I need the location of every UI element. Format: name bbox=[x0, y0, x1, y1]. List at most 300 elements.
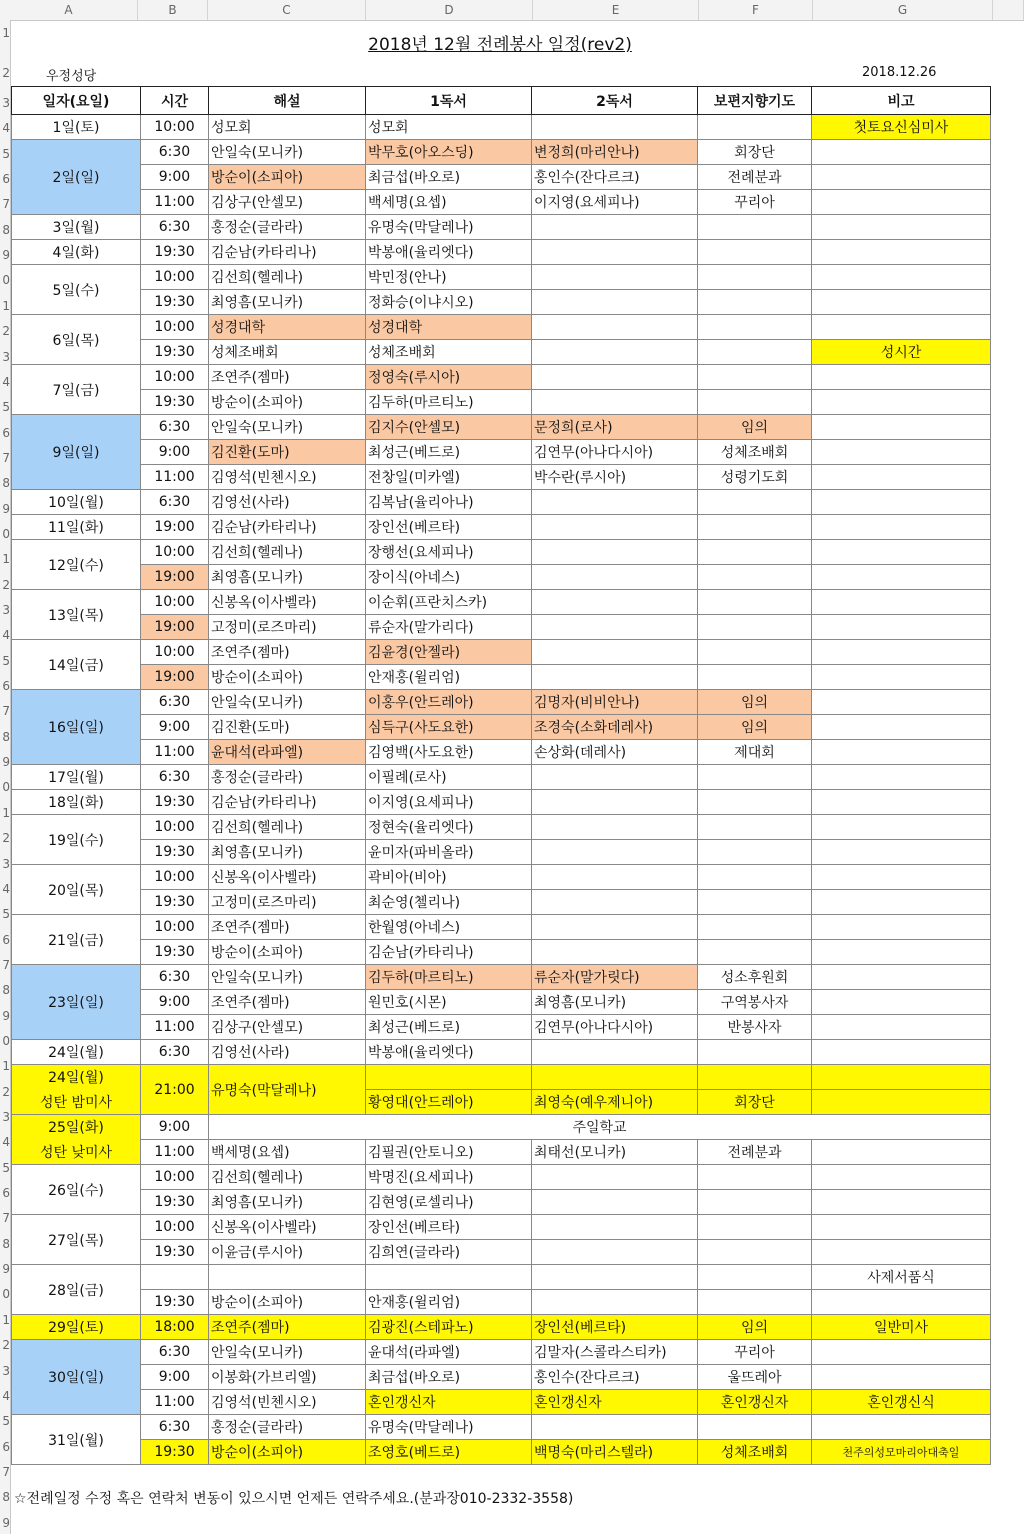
time-cell[interactable]: 6:30 bbox=[141, 490, 209, 515]
date-cell[interactable]: 4일(화) bbox=[12, 240, 141, 265]
commentary-cell[interactable]: 조연주(젬마) bbox=[209, 915, 366, 940]
notes-cell[interactable] bbox=[812, 1090, 991, 1115]
notes-cell[interactable] bbox=[812, 940, 991, 965]
date-cell[interactable]: 21일(금) bbox=[12, 915, 141, 965]
row-header[interactable] bbox=[0, 603, 10, 617]
sunday-school-cell[interactable]: 주일학교 bbox=[209, 1115, 991, 1140]
prayers-cell[interactable]: 꾸리아 bbox=[698, 1340, 812, 1365]
first-reading-cell[interactable]: 이홍우(안드레아) bbox=[366, 690, 532, 715]
first-reading-cell[interactable]: 정영숙(루시아) bbox=[366, 365, 532, 390]
column-header[interactable]: B bbox=[138, 0, 208, 20]
time-cell[interactable]: 19:30 bbox=[141, 1240, 209, 1265]
time-cell[interactable]: 6:30 bbox=[141, 1040, 209, 1065]
notes-cell[interactable] bbox=[812, 1015, 991, 1040]
second-reading-cell[interactable] bbox=[532, 515, 698, 540]
time-cell[interactable] bbox=[141, 1265, 209, 1290]
date-cell[interactable]: 12일(수) bbox=[12, 540, 141, 590]
first-reading-cell[interactable]: 장행선(요세피나) bbox=[366, 540, 532, 565]
time-cell[interactable]: 11:00 bbox=[141, 740, 209, 765]
row-header[interactable] bbox=[0, 1465, 10, 1479]
row-header[interactable] bbox=[0, 223, 10, 237]
notes-cell[interactable] bbox=[812, 1040, 991, 1065]
first-reading-cell[interactable]: 박명진(요세피나) bbox=[366, 1165, 532, 1190]
commentary-cell[interactable]: 조연주(젬마) bbox=[209, 640, 366, 665]
time-cell[interactable]: 10:00 bbox=[141, 365, 209, 390]
prayers-cell[interactable] bbox=[698, 915, 812, 940]
row-header[interactable] bbox=[0, 375, 10, 389]
row-header[interactable] bbox=[0, 1364, 10, 1378]
column-header[interactable]: A bbox=[0, 0, 138, 20]
commentary-cell[interactable]: 신봉옥(이사벨라) bbox=[209, 1215, 366, 1240]
first-reading-cell[interactable]: 전창일(미카엘) bbox=[366, 465, 532, 490]
first-reading-cell[interactable]: 박봉애(율리엣다) bbox=[366, 1040, 532, 1065]
notes-cell[interactable]: 사제서품식 bbox=[812, 1265, 991, 1290]
time-cell[interactable]: 6:30 bbox=[141, 1340, 209, 1365]
notes-cell[interactable] bbox=[812, 1140, 991, 1165]
second-reading-cell[interactable] bbox=[532, 890, 698, 915]
commentary-cell[interactable]: 유명숙(막달레나) bbox=[209, 1065, 366, 1115]
commentary-cell[interactable]: 이봉화(가브리엘) bbox=[209, 1365, 366, 1390]
prayers-cell[interactable] bbox=[698, 590, 812, 615]
commentary-cell[interactable]: 홍정순(글라라) bbox=[209, 1415, 366, 1440]
date-cell[interactable]: 30일(일) bbox=[12, 1340, 141, 1415]
row-header[interactable] bbox=[0, 882, 10, 896]
date-cell[interactable]: 11일(화) bbox=[12, 515, 141, 540]
second-reading-cell[interactable] bbox=[532, 315, 698, 340]
time-cell[interactable]: 10:00 bbox=[141, 1215, 209, 1240]
notes-cell[interactable] bbox=[812, 665, 991, 690]
time-cell[interactable]: 9:00 bbox=[141, 1365, 209, 1390]
second-reading-cell[interactable] bbox=[532, 240, 698, 265]
first-reading-cell[interactable] bbox=[366, 1065, 532, 1090]
row-header[interactable] bbox=[0, 96, 10, 110]
notes-cell[interactable] bbox=[812, 690, 991, 715]
row-header[interactable] bbox=[0, 983, 10, 997]
row-header[interactable] bbox=[0, 1186, 10, 1200]
prayers-cell[interactable] bbox=[698, 1040, 812, 1065]
notes-cell[interactable] bbox=[812, 290, 991, 315]
prayers-cell[interactable] bbox=[698, 1415, 812, 1440]
first-reading-cell[interactable]: 박민정(안나) bbox=[366, 265, 532, 290]
first-reading-cell[interactable]: 윤미자(파비올라) bbox=[366, 840, 532, 865]
prayers-cell[interactable] bbox=[698, 940, 812, 965]
first-reading-cell[interactable]: 김희연(글라라) bbox=[366, 1240, 532, 1265]
date-cell[interactable]: 18일(화) bbox=[12, 790, 141, 815]
second-reading-cell[interactable] bbox=[532, 290, 698, 315]
second-reading-cell[interactable] bbox=[532, 1040, 698, 1065]
commentary-cell[interactable]: 고정미(로즈마리) bbox=[209, 890, 366, 915]
time-cell[interactable]: 19:30 bbox=[141, 240, 209, 265]
second-reading-cell[interactable] bbox=[532, 1215, 698, 1240]
notes-cell[interactable] bbox=[812, 590, 991, 615]
second-reading-cell[interactable] bbox=[532, 940, 698, 965]
second-reading-cell[interactable] bbox=[532, 1265, 698, 1290]
commentary-cell[interactable]: 방순이(소피아) bbox=[209, 165, 366, 190]
commentary-cell[interactable]: 김선희(헬레나) bbox=[209, 540, 366, 565]
first-reading-cell[interactable]: 유명숙(막달레나) bbox=[366, 215, 532, 240]
notes-cell[interactable] bbox=[812, 240, 991, 265]
time-cell[interactable]: 9:00 bbox=[141, 165, 209, 190]
notes-cell[interactable]: 일반미사 bbox=[812, 1315, 991, 1340]
first-reading-cell[interactable]: 김광진(스테파노) bbox=[366, 1315, 532, 1340]
time-cell[interactable]: 9:00 bbox=[141, 440, 209, 465]
commentary-cell[interactable]: 김선희(헬레나) bbox=[209, 1165, 366, 1190]
first-reading-cell[interactable]: 박봉애(율리엣다) bbox=[366, 240, 532, 265]
second-reading-cell[interactable] bbox=[532, 790, 698, 815]
notes-cell[interactable] bbox=[812, 465, 991, 490]
first-reading-cell[interactable]: 최금섭(바오로) bbox=[366, 1365, 532, 1390]
notes-cell[interactable] bbox=[812, 390, 991, 415]
time-cell[interactable]: 19:00 bbox=[141, 665, 209, 690]
notes-cell[interactable] bbox=[812, 315, 991, 340]
commentary-cell[interactable]: 조연주(젬마) bbox=[209, 990, 366, 1015]
row-header[interactable] bbox=[0, 1516, 10, 1530]
commentary-cell[interactable]: 안일숙(모니카) bbox=[209, 140, 366, 165]
row-header[interactable] bbox=[0, 1135, 10, 1149]
commentary-cell[interactable]: 김영석(빈첸시오) bbox=[209, 1390, 366, 1415]
prayers-cell[interactable] bbox=[698, 665, 812, 690]
time-cell[interactable]: 10:00 bbox=[141, 815, 209, 840]
date-cell[interactable]: 31일(월) bbox=[12, 1415, 141, 1465]
commentary-cell[interactable]: 김순남(카타리나) bbox=[209, 240, 366, 265]
column-header[interactable]: G bbox=[813, 0, 993, 20]
commentary-cell[interactable]: 방순이(소피아) bbox=[209, 1440, 366, 1465]
notes-cell[interactable] bbox=[812, 265, 991, 290]
time-cell[interactable]: 6:30 bbox=[141, 1415, 209, 1440]
prayers-cell[interactable] bbox=[698, 840, 812, 865]
notes-cell[interactable] bbox=[812, 815, 991, 840]
notes-cell[interactable] bbox=[812, 790, 991, 815]
prayers-cell[interactable] bbox=[698, 365, 812, 390]
time-cell[interactable]: 9:00 bbox=[141, 990, 209, 1015]
date-cell[interactable]: 성탄 밤미사 bbox=[12, 1090, 141, 1115]
commentary-cell[interactable]: 조연주(젬마) bbox=[209, 365, 366, 390]
notes-cell[interactable] bbox=[812, 1290, 991, 1315]
prayers-cell[interactable]: 임의 bbox=[698, 715, 812, 740]
second-reading-cell[interactable] bbox=[532, 215, 698, 240]
second-reading-cell[interactable] bbox=[532, 115, 698, 140]
first-reading-cell[interactable]: 류순자(말가리다) bbox=[366, 615, 532, 640]
row-header[interactable] bbox=[0, 66, 10, 80]
prayers-cell[interactable] bbox=[698, 315, 812, 340]
first-reading-cell[interactable]: 박무호(아오스딩) bbox=[366, 140, 532, 165]
first-reading-cell[interactable]: 최성근(베드로) bbox=[366, 1015, 532, 1040]
time-cell[interactable]: 11:00 bbox=[141, 465, 209, 490]
second-reading-cell[interactable] bbox=[532, 540, 698, 565]
prayers-cell[interactable]: 회장단 bbox=[698, 1090, 812, 1115]
time-cell[interactable]: 18:00 bbox=[141, 1315, 209, 1340]
time-cell[interactable]: 6:30 bbox=[141, 765, 209, 790]
first-reading-cell[interactable]: 안재홍(윌리엄) bbox=[366, 1290, 532, 1315]
column-header[interactable]: D bbox=[366, 0, 533, 20]
prayers-cell[interactable]: 구역봉사자 bbox=[698, 990, 812, 1015]
notes-cell[interactable] bbox=[812, 865, 991, 890]
commentary-cell[interactable]: 백세명(요셉) bbox=[209, 1140, 366, 1165]
second-reading-cell[interactable]: 김연무(아나다시아) bbox=[532, 440, 698, 465]
notes-cell[interactable] bbox=[812, 440, 991, 465]
first-reading-cell[interactable]: 백세명(요셉) bbox=[366, 190, 532, 215]
time-cell[interactable]: 19:30 bbox=[141, 790, 209, 815]
second-reading-cell[interactable] bbox=[532, 590, 698, 615]
commentary-cell[interactable]: 최영흠(모니카) bbox=[209, 840, 366, 865]
commentary-cell[interactable]: 방순이(소피아) bbox=[209, 390, 366, 415]
commentary-cell[interactable]: 김상구(안셀모) bbox=[209, 1015, 366, 1040]
row-header[interactable] bbox=[0, 1313, 10, 1327]
prayers-cell[interactable] bbox=[698, 615, 812, 640]
prayers-cell[interactable] bbox=[698, 240, 812, 265]
first-reading-cell[interactable]: 이지영(요세피나) bbox=[366, 790, 532, 815]
row-header[interactable] bbox=[0, 1237, 10, 1251]
commentary-cell[interactable]: 이윤금(루시아) bbox=[209, 1240, 366, 1265]
row-header[interactable] bbox=[0, 958, 10, 972]
first-reading-cell[interactable]: 김지수(안셀모) bbox=[366, 415, 532, 440]
row-header[interactable] bbox=[0, 1440, 10, 1454]
row-header[interactable] bbox=[0, 350, 10, 364]
second-reading-cell[interactable] bbox=[532, 840, 698, 865]
date-cell[interactable]: 2일(일) bbox=[12, 140, 141, 215]
first-reading-cell[interactable]: 황영대(안드레아) bbox=[366, 1090, 532, 1115]
time-cell[interactable]: 19:30 bbox=[141, 390, 209, 415]
prayers-cell[interactable] bbox=[698, 790, 812, 815]
prayers-cell[interactable] bbox=[698, 265, 812, 290]
row-header[interactable] bbox=[0, 147, 10, 161]
row-header[interactable] bbox=[0, 1161, 10, 1175]
row-header[interactable] bbox=[0, 400, 10, 414]
notes-cell[interactable]: 혼인갱신식 bbox=[812, 1390, 991, 1415]
second-reading-cell[interactable] bbox=[532, 1290, 698, 1315]
notes-cell[interactable] bbox=[812, 965, 991, 990]
second-reading-cell[interactable] bbox=[532, 915, 698, 940]
first-reading-cell[interactable]: 조영호(베드로) bbox=[366, 1440, 532, 1465]
row-header[interactable] bbox=[0, 578, 10, 592]
date-cell[interactable]: 9일(일) bbox=[12, 415, 141, 490]
prayers-cell[interactable] bbox=[698, 1215, 812, 1240]
first-reading-cell[interactable]: 성모회 bbox=[366, 115, 532, 140]
prayers-cell[interactable] bbox=[698, 490, 812, 515]
first-reading-cell[interactable]: 윤대석(라파엘) bbox=[366, 1340, 532, 1365]
first-reading-cell[interactable]: 최금섭(바오로) bbox=[366, 165, 532, 190]
prayers-cell[interactable] bbox=[698, 540, 812, 565]
commentary-cell[interactable]: 방순이(소피아) bbox=[209, 665, 366, 690]
first-reading-cell[interactable]: 최순영(첼리나) bbox=[366, 890, 532, 915]
commentary-cell[interactable]: 홍정순(글라라) bbox=[209, 215, 366, 240]
prayers-cell[interactable] bbox=[698, 565, 812, 590]
notes-cell[interactable] bbox=[812, 1190, 991, 1215]
prayers-cell[interactable] bbox=[698, 340, 812, 365]
column-header[interactable]: E bbox=[533, 0, 699, 20]
notes-cell[interactable] bbox=[812, 140, 991, 165]
date-cell[interactable]: 5일(수) bbox=[12, 265, 141, 315]
time-cell[interactable]: 10:00 bbox=[141, 915, 209, 940]
prayers-cell[interactable]: 회장단 bbox=[698, 140, 812, 165]
time-cell[interactable]: 10:00 bbox=[141, 865, 209, 890]
second-reading-cell[interactable]: 혼인갱신자 bbox=[532, 1390, 698, 1415]
row-header[interactable] bbox=[0, 451, 10, 465]
notes-cell[interactable] bbox=[812, 540, 991, 565]
row-header[interactable] bbox=[0, 1490, 10, 1504]
prayers-cell[interactable] bbox=[698, 765, 812, 790]
notes-cell[interactable] bbox=[812, 1340, 991, 1365]
time-cell[interactable]: 6:30 bbox=[141, 965, 209, 990]
row-header[interactable] bbox=[0, 248, 10, 262]
second-reading-cell[interactable] bbox=[532, 365, 698, 390]
commentary-cell[interactable]: 신봉옥(이사벨라) bbox=[209, 590, 366, 615]
first-reading-cell[interactable]: 김윤경(안젤라) bbox=[366, 640, 532, 665]
prayers-cell[interactable]: 성체조배회 bbox=[698, 440, 812, 465]
prayers-cell[interactable] bbox=[698, 115, 812, 140]
notes-cell[interactable] bbox=[812, 990, 991, 1015]
first-reading-cell[interactable]: 정현숙(율리엣다) bbox=[366, 815, 532, 840]
date-cell[interactable]: 1일(토) bbox=[12, 115, 141, 140]
second-reading-cell[interactable]: 김말자(스콜라스티카) bbox=[532, 1340, 698, 1365]
notes-cell[interactable] bbox=[812, 490, 991, 515]
first-reading-cell[interactable]: 김필권(안토니오) bbox=[366, 1140, 532, 1165]
time-cell[interactable]: 10:00 bbox=[141, 590, 209, 615]
row-header[interactable] bbox=[0, 197, 10, 211]
notes-cell[interactable] bbox=[812, 365, 991, 390]
time-cell[interactable]: 10:00 bbox=[141, 265, 209, 290]
first-reading-cell[interactable]: 장인선(베르타) bbox=[366, 1215, 532, 1240]
date-cell[interactable]: 7일(금) bbox=[12, 365, 141, 415]
notes-cell[interactable] bbox=[812, 1365, 991, 1390]
notes-cell[interactable] bbox=[812, 1165, 991, 1190]
second-reading-cell[interactable] bbox=[532, 390, 698, 415]
time-cell[interactable]: 19:30 bbox=[141, 340, 209, 365]
commentary-cell[interactable]: 김영석(빈첸시오) bbox=[209, 465, 366, 490]
row-header[interactable] bbox=[0, 806, 10, 820]
prayers-cell[interactable]: 혼인갱신자 bbox=[698, 1390, 812, 1415]
notes-cell[interactable] bbox=[812, 1215, 991, 1240]
row-header[interactable] bbox=[0, 1085, 10, 1099]
first-reading-cell[interactable]: 한월영(아네스) bbox=[366, 915, 532, 940]
second-reading-cell[interactable]: 백명숙(마리스텔라) bbox=[532, 1440, 698, 1465]
second-reading-cell[interactable]: 최영흠(모니카) bbox=[532, 990, 698, 1015]
notes-cell[interactable] bbox=[812, 1065, 991, 1090]
second-reading-cell[interactable]: 변정희(마리안나) bbox=[532, 140, 698, 165]
row-header[interactable] bbox=[0, 1110, 10, 1124]
date-cell[interactable]: 26일(수) bbox=[12, 1165, 141, 1215]
time-cell[interactable]: 19:30 bbox=[141, 890, 209, 915]
prayers-cell[interactable]: 성소후원회 bbox=[698, 965, 812, 990]
second-reading-cell[interactable]: 홍인수(잔다르크) bbox=[532, 1365, 698, 1390]
time-cell[interactable]: 10:00 bbox=[141, 1165, 209, 1190]
prayers-cell[interactable]: 성령기도회 bbox=[698, 465, 812, 490]
row-header[interactable] bbox=[0, 907, 10, 921]
first-reading-cell[interactable]: 장인선(베르타) bbox=[366, 515, 532, 540]
commentary-cell[interactable]: 안일숙(모니카) bbox=[209, 965, 366, 990]
first-reading-cell[interactable]: 심득구(사도요한) bbox=[366, 715, 532, 740]
second-reading-cell[interactable]: 손상화(데레사) bbox=[532, 740, 698, 765]
first-reading-cell[interactable] bbox=[366, 1265, 532, 1290]
notes-cell[interactable] bbox=[812, 1415, 991, 1440]
row-header[interactable] bbox=[0, 476, 10, 490]
second-reading-cell[interactable]: 조경숙(소화데레사) bbox=[532, 715, 698, 740]
row-header[interactable] bbox=[0, 299, 10, 313]
commentary-cell[interactable]: 최영흠(모니카) bbox=[209, 565, 366, 590]
first-reading-cell[interactable]: 성체조배회 bbox=[366, 340, 532, 365]
notes-cell[interactable] bbox=[812, 215, 991, 240]
time-cell[interactable]: 9:00 bbox=[141, 1115, 209, 1140]
prayers-cell[interactable]: 임의 bbox=[698, 690, 812, 715]
second-reading-cell[interactable] bbox=[532, 665, 698, 690]
date-cell[interactable]: 16일(일) bbox=[12, 690, 141, 765]
notes-cell[interactable] bbox=[812, 765, 991, 790]
second-reading-cell[interactable]: 홍인수(잔다르크) bbox=[532, 165, 698, 190]
row-header[interactable] bbox=[0, 324, 10, 338]
time-cell[interactable]: 19:30 bbox=[141, 1290, 209, 1315]
first-reading-cell[interactable]: 김영백(사도요한) bbox=[366, 740, 532, 765]
second-reading-cell[interactable]: 최영숙(예우제니아) bbox=[532, 1090, 698, 1115]
time-cell[interactable]: 19:30 bbox=[141, 290, 209, 315]
column-header[interactable]: F bbox=[699, 0, 813, 20]
second-reading-cell[interactable]: 박수란(루시아) bbox=[532, 465, 698, 490]
date-cell[interactable]: 성탄 낮미사 bbox=[12, 1140, 141, 1165]
row-header[interactable] bbox=[0, 1009, 10, 1023]
time-cell[interactable]: 19:00 bbox=[141, 515, 209, 540]
commentary-cell[interactable]: 김선희(헬레나) bbox=[209, 265, 366, 290]
second-reading-cell[interactable] bbox=[532, 640, 698, 665]
notes-cell[interactable] bbox=[812, 740, 991, 765]
row-header[interactable] bbox=[0, 527, 10, 541]
prayers-cell[interactable] bbox=[698, 1290, 812, 1315]
prayers-cell[interactable] bbox=[698, 890, 812, 915]
date-cell[interactable]: 19일(수) bbox=[12, 815, 141, 865]
date-cell[interactable]: 13일(목) bbox=[12, 590, 141, 640]
first-reading-cell[interactable]: 김현영(로셀리나) bbox=[366, 1190, 532, 1215]
commentary-cell[interactable]: 방순이(소피아) bbox=[209, 1290, 366, 1315]
second-reading-cell[interactable] bbox=[532, 565, 698, 590]
first-reading-cell[interactable]: 정화승(이냐시오) bbox=[366, 290, 532, 315]
notes-cell[interactable] bbox=[812, 840, 991, 865]
notes-cell[interactable] bbox=[812, 640, 991, 665]
row-header[interactable] bbox=[0, 1262, 10, 1276]
second-reading-cell[interactable] bbox=[532, 490, 698, 515]
row-header[interactable] bbox=[0, 1389, 10, 1403]
prayers-cell[interactable] bbox=[698, 1065, 812, 1090]
notes-cell[interactable] bbox=[812, 190, 991, 215]
date-cell[interactable]: 29일(토) bbox=[12, 1315, 141, 1340]
prayers-cell[interactable] bbox=[698, 640, 812, 665]
first-reading-cell[interactable]: 원민호(시몬) bbox=[366, 990, 532, 1015]
time-cell[interactable]: 19:00 bbox=[141, 615, 209, 640]
notes-cell[interactable]: 첫토요신심미사 bbox=[812, 115, 991, 140]
first-reading-cell[interactable]: 유명숙(막달레나) bbox=[366, 1415, 532, 1440]
second-reading-cell[interactable] bbox=[532, 865, 698, 890]
second-reading-cell[interactable] bbox=[532, 765, 698, 790]
prayers-cell[interactable] bbox=[698, 390, 812, 415]
notes-cell[interactable] bbox=[812, 890, 991, 915]
commentary-cell[interactable]: 안일숙(모니카) bbox=[209, 1340, 366, 1365]
second-reading-cell[interactable]: 류순자(말가릿다) bbox=[532, 965, 698, 990]
first-reading-cell[interactable]: 최성근(베드로) bbox=[366, 440, 532, 465]
first-reading-cell[interactable]: 안재홍(윌리엄) bbox=[366, 665, 532, 690]
row-header[interactable] bbox=[0, 755, 10, 769]
commentary-cell[interactable]: 김영선(사라) bbox=[209, 1040, 366, 1065]
first-reading-cell[interactable]: 이순휘(프란치스카) bbox=[366, 590, 532, 615]
row-header[interactable] bbox=[0, 628, 10, 642]
first-reading-cell[interactable]: 혼인갱신자 bbox=[366, 1390, 532, 1415]
commentary-cell[interactable]: 최영흠(모니카) bbox=[209, 1190, 366, 1215]
column-header[interactable] bbox=[993, 0, 1024, 20]
time-cell[interactable]: 11:00 bbox=[141, 1015, 209, 1040]
second-reading-cell[interactable] bbox=[532, 340, 698, 365]
commentary-cell[interactable] bbox=[209, 1265, 366, 1290]
second-reading-cell[interactable] bbox=[532, 265, 698, 290]
prayers-cell[interactable]: 전례분과 bbox=[698, 1140, 812, 1165]
row-header[interactable] bbox=[0, 831, 10, 845]
row-header[interactable] bbox=[0, 654, 10, 668]
commentary-cell[interactable]: 안일숙(모니카) bbox=[209, 690, 366, 715]
